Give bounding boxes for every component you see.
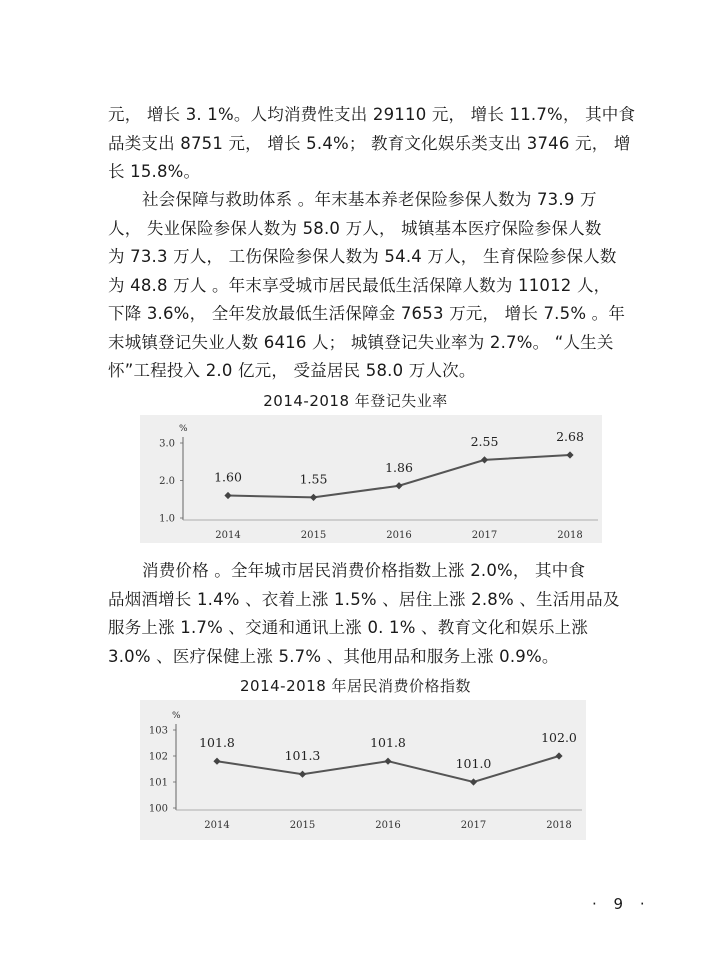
paragraph-3 — [108, 557, 638, 671]
data-label: 2.68 — [556, 429, 584, 444]
x-tick-label: 2014 — [215, 530, 241, 541]
unemployment-rate-chart — [140, 415, 602, 543]
data-label: 101.8 — [370, 735, 406, 751]
text-line: 怀”工程投入 2.0 亿元， 受益居民 58.0 万人次。 — [108, 361, 476, 380]
cpi-chart — [140, 700, 586, 840]
text-line: 3.0% 、医疗保健上涨 5.7% 、其他用品和服务上涨 0.9%。 — [108, 646, 559, 666]
x-tick-label: 2017 — [471, 530, 498, 541]
y-tick-label: 2.0 — [159, 476, 175, 487]
x-tick-label: 2017 — [460, 820, 487, 831]
data-point — [224, 492, 231, 499]
page-number: · 9 · — [592, 895, 651, 913]
x-tick-label: 2018 — [557, 530, 583, 541]
chart-svg — [140, 415, 602, 543]
chart-svg — [140, 700, 586, 840]
x-tick-label: 2018 — [546, 820, 572, 831]
data-point — [555, 752, 562, 759]
text-line: 品烟酒增长 1.4% 、衣着上涨 1.5% 、居住上涨 2.8% 、生活用品及 — [108, 589, 620, 609]
paragraph-1 — [108, 101, 638, 187]
data-label: 2.55 — [470, 433, 499, 449]
text-line: 人， 失业保险参保人数为 58.0 万人， 城镇基本医疗保险参保人数 — [108, 218, 602, 238]
y-tick-label: 101 — [148, 777, 168, 789]
data-label: 101.8 — [199, 735, 235, 751]
text-line: 元， 增长 3. 1%。人均消费性支出 29110 元， 增长 11.7%， 其中食 — [108, 105, 636, 124]
data-label: 102.0 — [541, 730, 577, 745]
data-label: 101.0 — [455, 756, 492, 771]
text-line: 社会保障与救助体系 。年末基本养老保险参保人数为 73.9 万 — [142, 190, 597, 209]
y-tick-label: 1.0 — [159, 513, 175, 525]
data-point — [310, 494, 317, 501]
x-tick-label: 2015 — [300, 530, 327, 541]
text-line: 为 73.3 万人， 工伤保险参保人数为 54.4 万人， 生育保险参保人数 — [108, 247, 617, 266]
x-tick-label: 2016 — [386, 530, 412, 541]
data-label: 1.86 — [385, 459, 413, 475]
chart-title: 2014-2018 年登记失业率 — [263, 392, 448, 410]
data-label: 101.3 — [284, 748, 321, 764]
data-point — [213, 758, 220, 765]
y-axis-unit: % — [179, 424, 188, 434]
y-tick-label: 3.0 — [159, 438, 175, 450]
text-line: 末城镇登记失业人数 6416 人； 城镇登记失业率为 2.7%。 “人生关 — [108, 332, 614, 352]
data-point — [299, 771, 306, 778]
data-point — [470, 778, 477, 785]
y-tick-label: 100 — [148, 803, 168, 815]
data-point — [395, 482, 402, 489]
paragraph-2 — [108, 186, 638, 386]
x-tick-label: 2014 — [204, 820, 230, 831]
data-point — [384, 758, 391, 765]
text-line: 为 48.8 万人 。年末享受城市居民最低生活保障人数为 11012 人， — [108, 275, 611, 295]
y-tick-label: 102 — [148, 751, 168, 763]
y-axis-unit: % — [172, 711, 181, 721]
text-line: 下降 3.6%， 全年发放最低生活保障金 7653 万元， 增长 7.5% 。年 — [108, 304, 626, 323]
data-point — [481, 456, 488, 463]
data-label: 1.60 — [214, 469, 242, 485]
data-point — [566, 451, 573, 458]
text-line: 服务上涨 1.7% 、交通和通讯上涨 0. 1% 、教育文化和娱乐上涨 — [108, 618, 589, 637]
data-label: 1.55 — [299, 471, 328, 487]
x-tick-label: 2016 — [375, 820, 401, 831]
x-tick-label: 2015 — [289, 820, 316, 831]
text-line: 消费价格 。全年城市居民消费价格指数上涨 2.0%， 其中食 — [142, 561, 586, 580]
chart-title: 2014-2018 年居民消费价格指数 — [239, 677, 472, 695]
text-line: 品类支出 8751 元， 增长 5.4%； 教育文化娱乐类支出 3746 元， 增 — [108, 133, 631, 153]
text-line: 长 15.8%。 — [108, 162, 201, 181]
y-tick-label: 103 — [148, 725, 168, 737]
